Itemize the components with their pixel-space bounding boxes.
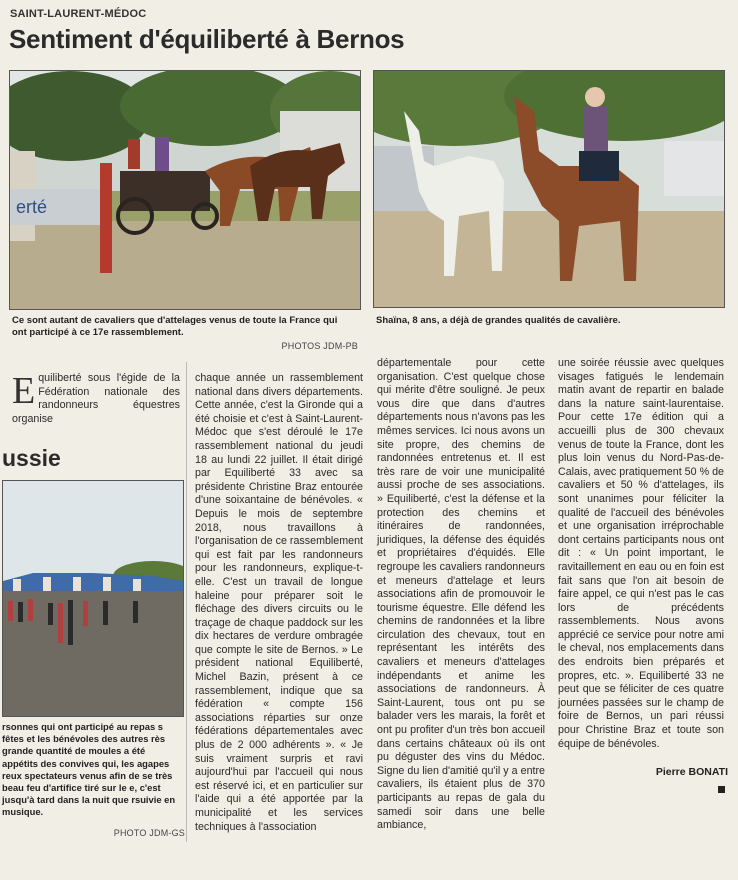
article-column-2: chaque année un rassemblement national dans divers départements. Cette année, c'est la Gironde qui a été choisie et c'est à Saint-Laurent-Médoc que s'est déroulé le 17e rassemblement national du jeudi 18 au lundi 22 juillet. Il était dirigé par Equiliberté 33 avec sa présidente Christine Braz entourée d'une soixantaine de bénévoles. « Depuis le mois de septembre 2018, nous travaillons à l'organisation de ce rassemblement qui est fait par les randonneurs pour les randonneurs, explique-t-elle. C'est un travail de longue haleine pour préparer soit le fléchage des divers circuits ou le traçage de chaque paddock sur les dix hectares de verdure ombragée que compte le site de Bernos. » Le président national Equiliberté, Michel Bazin, présent à ce rassemblement, indique que sa fédération « compte 156 associations réparties sur onze fédérations départementales avec plus de 2 000 adhérents ». « Je suis vraiment surpris et ravi aujourd'hui par l'accueil qui nous est réservé ici, et en particulier sur l'aide qui a été apportée par la municipalité et les services techniques à l'association — [195, 372, 363, 833]
article-column-1 — [12, 372, 180, 426]
lead-text: quiliberté sous l'égide de la Fédération nationale des randonneurs équestres organise — [12, 372, 180, 425]
article-column-3: départementale pour cette organisation. C'est quelque chose qui mérite d'être souligné. Je peux vous dire que dans d'autres départements nous n'avons pas les mêmes services. Ici nous avons un site propre, des chemins de randonnées entretenus et. Il est très rare de voir une municipalité aussi proche de ses associations. » Equiliberté, c'est la défense et la protection des chemins et itinéraires de randonnées, juridiques, la défense des équidés et propriétaires d'équidés. Elle regroupe les cavaliers randonneurs et meneurs d'attelage et leurs associations afin de promouvoir le tourisme équestre. Elle défend les chemins de randonnées et la libre circulation des chevaux, tout en représentant les intérêts des cavaliers et meneurs d'attelages indépendants et anime les associations de randonneurs. À Saint-Laurent, tous ont pu se balader vers les marais, la forêt et ont pu profiter d'un très bon accueil dans certains châteaux où ils ont pu déguster des vins du Médoc. Signe du lien d'amitié qu'il y a entre cavaliers, ils étaient plus de 370 participants au repas de gala du samedi soir dans une belle ambiance, — [377, 357, 545, 832]
photo-caption-horses: Shaïna, 8 ans, a déjà de grandes qualités de cavalière. — [376, 315, 621, 326]
photo-festival — [2, 480, 184, 717]
end-mark — [718, 786, 725, 793]
column-rule — [186, 362, 187, 842]
side-article-caption: rsonnes qui ont participé au repas s fêtes et les bénévoles des autres rès grande quantité de moules a été appétits des convives qui, les agapes reux spectateurs venus afin de se très beau feu d'artifice tiré sur le e, c'est jusqu'à tard dans la nuit que rsuivie en musique. — [2, 721, 176, 818]
banner-text: erté — [16, 197, 48, 217]
article-column-4: une soirée réussie avec quelques visages fatigués le lendemain matin avant de repartir en balade dans la nature saint-laurentaise. Pour cette 17e édition qui a accueilli plus de 300 chevaux venus de toute la France, dont les plus loin venus du Nord-Pas-de-Calais, avec pratiquement 50 % de cavaliers et 50 % d'attelages, ils sont unanimes pour féliciter la qualité de l'accueil des bénévoles et une organisation irréprochable dont certains participants nous ont dit : « Un point important, le ravitaillement en eau ou en foin est fait sans que l'on ait besoin de faire appel, ce qui n'est pas le cas lors de précédents rassemblements. Nous avons apprécié ce service pour notre ami le cheval, nos emplacements dans des endroits bien préparés et propres, etc. ». Equiliberté 33 ne peut que se féliciter de ces quatre journées passées sur le champ de foire de Bernos, un pari réussi pour Christine Braz et toute son équipe de bénévoles. — [558, 357, 724, 750]
side-photo-credit: PHOTO JDM-GS — [113, 828, 185, 838]
photo-caption-carriage: Ce sont autant de cavaliers que d'attelages venus de toute la France qui ont participé à ce 17e rassemblement. — [12, 315, 338, 338]
side-article-heading: ussie — [2, 445, 61, 471]
photo-carriage — [9, 70, 361, 310]
headline: Sentiment d'équiliberté à Bernos — [9, 24, 405, 54]
author-byline: Pierre BONATI — [655, 766, 728, 778]
photo-horses — [373, 70, 725, 308]
photo-credit: PHOTOS JDM-PB — [281, 341, 358, 351]
dropcap: E — [12, 370, 36, 412]
section-kicker: SAINT-LAURENT-MÉDOC — [10, 8, 147, 20]
